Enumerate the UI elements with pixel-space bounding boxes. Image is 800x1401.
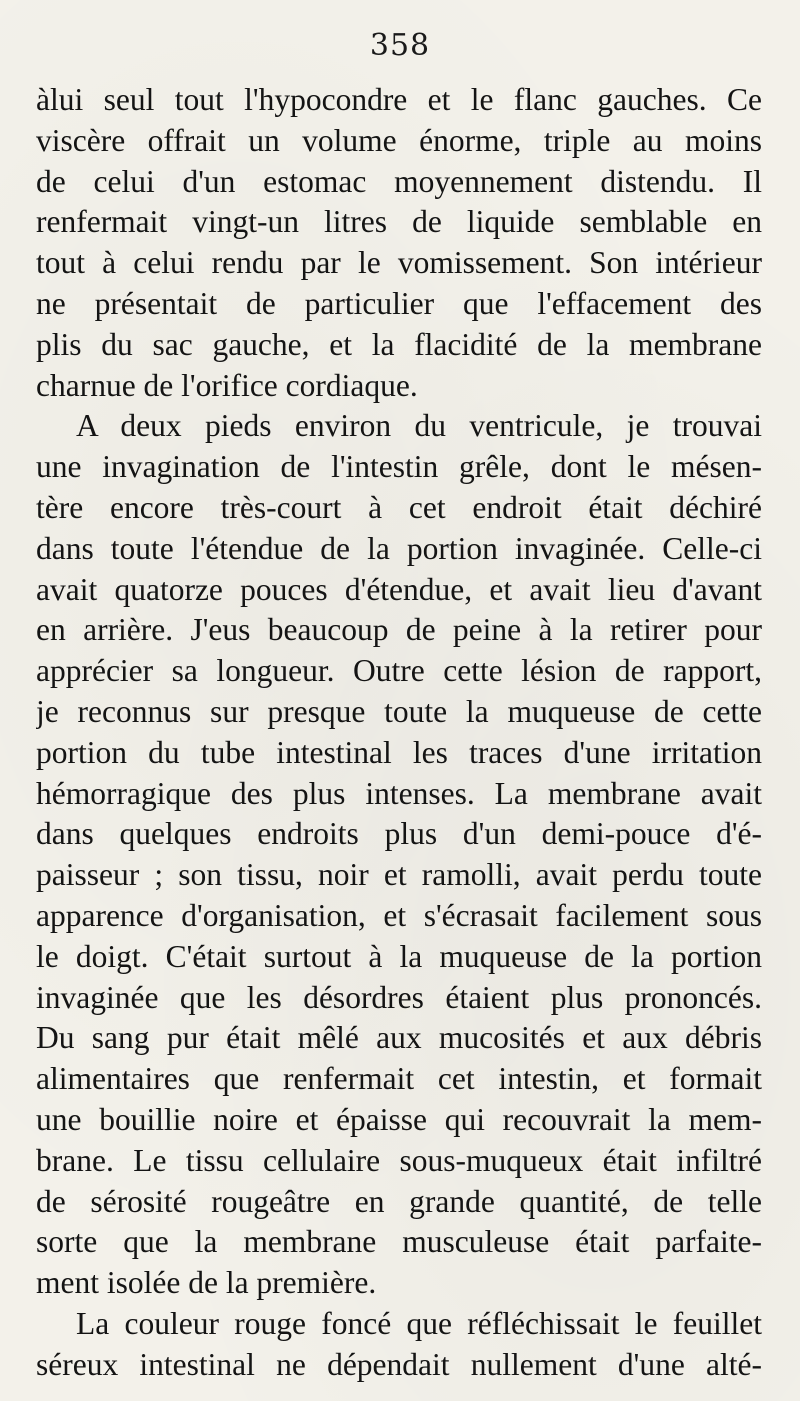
text-line: de sérosité rougeâtre en grande quantité, de telle [36,1183,762,1219]
text-line: une invagination de l'intestin grêle, dont le mésen- [36,449,762,485]
text-line: brane. Le tissu cellulaire sous-muqueux était infiltré [36,1142,762,1178]
text-line: invaginée que les désordres étaient plus prononcés. [36,979,762,1015]
text-line: tère encore très-court à cet endroit était déchiré [36,489,762,525]
text-line: une bouillie noire et épaisse qui recouvrait la mem- [36,1101,762,1137]
text-line: avait quatorze pouces d'étendue, et avait lieu d'avant [36,571,762,607]
text-line: dans quelques endroits plus d'un demi-pouce d'é- [36,816,762,852]
text-line: de celui d'un estomac moyennement distendu. Il [36,163,762,199]
text-line: alimentaires que renfermait cet intestin, et formait [36,1061,762,1097]
text-line: je reconnus sur presque toute la muqueuse de cette [36,693,762,729]
text-line: plis du sac gauche, et la flacidité de la membrane [36,326,762,362]
text-line: le doigt. C'était surtout à la muqueuse de la portion [36,938,762,974]
text-line: séreux intestinal ne dépendait nullement d'une alté- [36,1346,762,1382]
text-line: hémorragique des plus intenses. La membrane avait [36,775,762,811]
text-line: Du sang pur était mêlé aux mucosités et aux débris [36,1020,762,1056]
text-line: apparence d'organisation, et s'écrasait facilement sous [36,897,762,933]
text-line: sorte que la membrane musculeuse était parfaite- [36,1224,762,1260]
page-number: 358 [369,28,431,63]
body-text [36,80,762,1386]
text-line: apprécier sa longueur. Outre cette lésion de rapport, [36,653,762,689]
paragraph [36,406,762,1304]
text-line: portion du tube intestinal les traces d'une irritation [36,734,762,770]
text-line: en arrière. J'eus beaucoup de peine à la retirer pour [36,612,762,648]
text-line: àlui seul tout l'hypocondre et le flanc gauches. Ce [36,82,762,117]
text-line: tout à celui rendu par le vomissement. Son intérieur [36,245,762,281]
paragraph [36,1304,762,1386]
text-line: viscère offrait un volume énorme, triple au moins [36,122,762,158]
text-line: charnue de l'orifice cordiaque. [36,367,418,403]
text-line: renfermait vingt-un litres de liquide semblable en [36,204,762,240]
text-line: ment isolée de la première. [36,1265,377,1301]
text-line: dans toute l'étendue de la portion invaginée. Celle-ci [36,530,762,566]
text-line: La couleur rouge foncé que réfléchissait le feuillet [76,1305,762,1341]
paragraph [36,80,762,406]
text-line: ne présentait de particulier que l'effacement des [36,285,762,321]
text-line: paisseur ; son tissu, noir et ramolli, avait perdu toute [36,857,762,893]
text-line: A deux pieds environ du ventricule, je trouvai [76,408,762,444]
